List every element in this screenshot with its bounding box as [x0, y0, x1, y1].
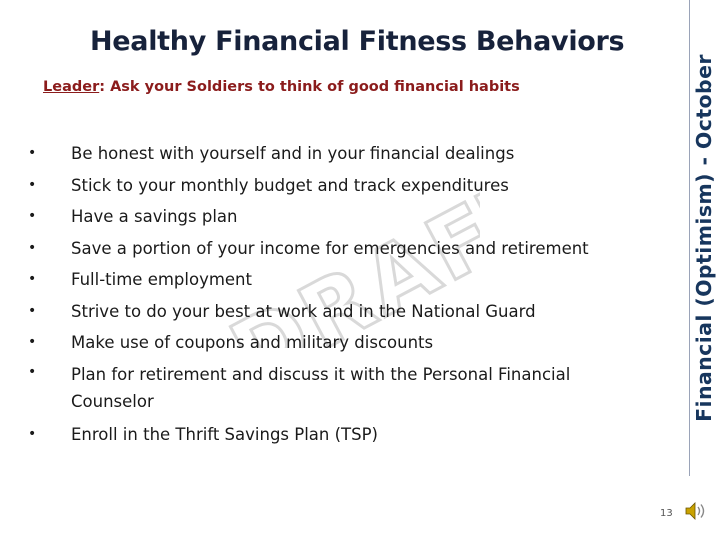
habit-list: [28, 138, 648, 450]
list-item: [28, 201, 648, 233]
bullet-icon: •: [28, 176, 37, 193]
leader-text: : Ask your Soldiers to think of good financial habits: [99, 79, 520, 95]
list-item: [28, 296, 648, 328]
list-item-text: Have a savings plan: [71, 207, 238, 226]
list-item-text: Make use of coupons and military discounts: [71, 333, 434, 352]
list-item: [28, 170, 648, 202]
bullet-icon: •: [28, 334, 37, 350]
leader-instruction: [43, 79, 520, 95]
page-number: 13: [660, 508, 673, 519]
list-item-text: Full-time employment: [71, 270, 252, 289]
list-item-text: Enroll in the Thrift Savings Plan (TSP): [71, 424, 378, 444]
list-item: [28, 233, 648, 265]
bullet-icon: •: [28, 208, 37, 224]
list-item-text: Stick to your monthly budget and track expenditures: [71, 175, 509, 195]
side-banner-label: Financial (Optimism) - October: [692, 54, 716, 422]
bullet-icon: •: [28, 271, 37, 287]
list-item-text: Save a portion of your income for emergencies and retirement: [71, 238, 589, 258]
bullet-icon: •: [28, 239, 37, 256]
list-item-text: Strive to do your best at work and in the National Guard: [71, 301, 536, 321]
list-item: [28, 327, 648, 359]
leader-label: Leader: [43, 79, 100, 95]
slide-title: Healthy Financial Fitness Behaviors: [90, 26, 625, 57]
list-item: [28, 264, 648, 296]
list-item: [28, 359, 648, 419]
bullet-icon: •: [28, 363, 37, 380]
list-item: [28, 138, 648, 170]
list-item: [28, 419, 648, 451]
bullet-icon: •: [28, 425, 37, 442]
bullet-icon: •: [28, 302, 37, 319]
bullet-icon: •: [28, 145, 37, 161]
list-item-text: Plan for retirement and discuss it with the Personal Financial Counselor: [71, 364, 571, 411]
speaker-icon[interactable]: [684, 500, 708, 522]
list-item-text: Be honest with yourself and in your financial dealings: [71, 144, 515, 163]
draft-watermark-text: DRAFT: [214, 158, 480, 348]
